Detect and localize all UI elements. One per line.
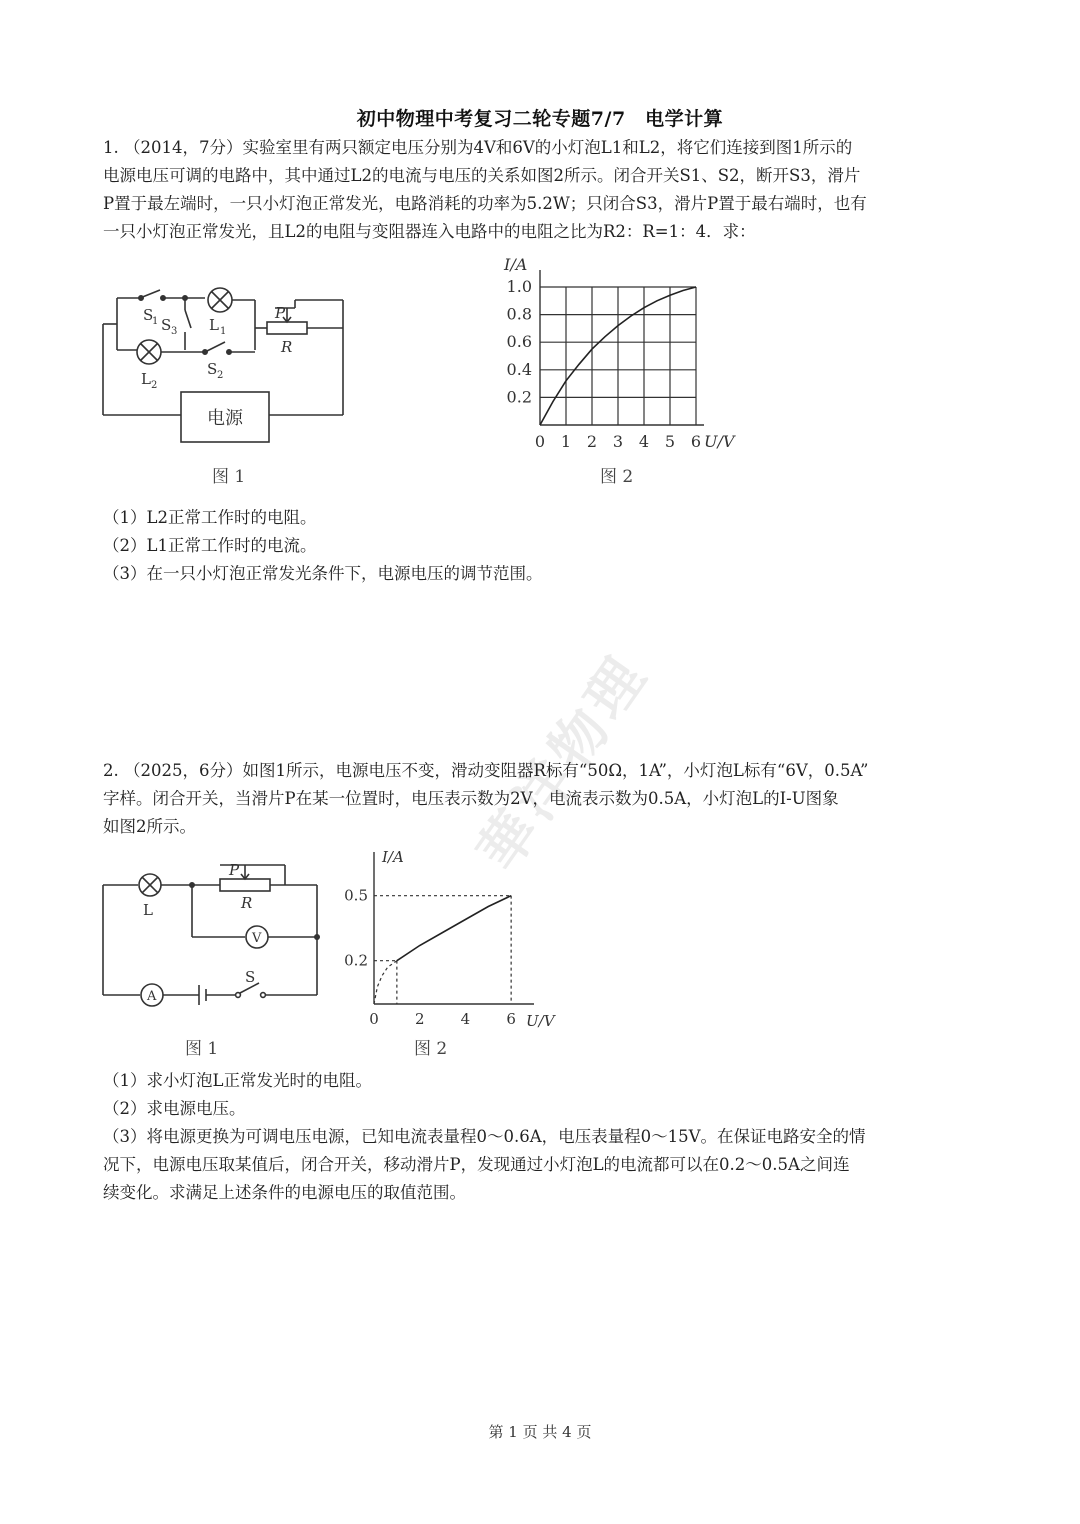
x-tick-label: 4 [638, 432, 650, 451]
q1-line-4: 一只小灯泡正常发光，且L2的电阻与变阻器连入电路中的电阻之比为R2：R=1：4．求： [103, 222, 756, 241]
y-tick-label: 0.2 [344, 951, 368, 970]
y-tick-label: 0.8 [506, 304, 532, 324]
q1-line-2: 电源电压可调的电路中，其中通过L2的电流与电压的关系如图2所示。闭合开关S1、S2，断开S3，滑片 [103, 166, 861, 185]
label-s3: S [161, 316, 172, 334]
x-tick-label: 5 [664, 432, 676, 451]
y-tick-label: 1.0 [506, 277, 532, 296]
y-tick-label: 0.2 [506, 387, 532, 407]
x-tick-label: 3 [612, 432, 624, 451]
y-tick-label: 0.6 [506, 332, 532, 352]
label-s1: S [143, 306, 154, 324]
label-l: L [143, 901, 153, 919]
label-s1-sub: 1 [152, 316, 159, 327]
x-tick-label: 0 [534, 432, 546, 451]
label-p: P [275, 304, 286, 322]
x-tick-label: 2 [586, 432, 598, 451]
page-footer: 第 1 页 共 4 页 [488, 1423, 592, 1441]
x-tick-label: 1 [560, 432, 572, 451]
q1-sub-2: （2）L1正常工作时的电流。 [103, 536, 317, 555]
y-axis-label: I/A [382, 848, 404, 866]
voltmeter-label: V [252, 931, 262, 946]
q2-sub-2: （2）求电源电压。 [103, 1099, 246, 1118]
x-tick-label: 6 [506, 1010, 516, 1028]
q2-sub-3-end: 续变化。求满足上述条件的电源电压的取值范围。 [103, 1183, 466, 1202]
x-tick-label: 4 [460, 1010, 471, 1028]
x-axis-label: U/V [526, 1012, 555, 1030]
q1-fig2-caption: 图 2 [600, 467, 634, 487]
q2-sub-3-cont: 况下，电源电压取某值后，闭合开关，移动滑片P，发现通过小灯泡L的电流都可以在0.2～0.5A之间连 [103, 1155, 850, 1174]
q2-iu-chart [338, 842, 558, 1032]
watermark: 華洋物理 [465, 641, 662, 883]
q1-line-1: 1. （2014，7分）实验室里有两只额定电压分别为4V和6V的小灯泡L1和L2，将它们连接到图1所示的 [103, 138, 853, 157]
q2-line-1: 2. （2025，6分）如图1所示，电源电压不变，滑动变阻器R标有“50Ω，1A”，小灯泡L标有“6V，0.5A” [103, 761, 869, 780]
q2-fig1-caption: 图 1 [185, 1039, 219, 1059]
label-s2-sub: 2 [217, 370, 224, 381]
label-l2-sub: 2 [151, 380, 158, 391]
label-r: R [281, 338, 293, 356]
q2-sub-1: （1）求小灯泡L正常发光时的电阻。 [103, 1071, 372, 1090]
series-dashed-start [374, 961, 397, 1004]
label-s: S [245, 968, 256, 986]
x-tick-label: 2 [414, 1010, 425, 1028]
page-title: 初中物理中考复习二轮专题7/7 电学计算 [356, 108, 724, 130]
label-r: R [241, 894, 253, 912]
y-tick-label: 0.5 [344, 886, 368, 905]
x-tick-label: 0 [369, 1010, 379, 1028]
ammeter-label: A [147, 989, 157, 1004]
label-s2: S [207, 360, 218, 378]
series-line-lamp [397, 896, 511, 961]
x-axis-label: U/V [704, 432, 735, 451]
label-l1: L [209, 316, 219, 334]
q2-fig2-caption: 图 2 [414, 1039, 448, 1059]
q2-circuit-diagram [95, 855, 335, 1015]
q1-sub-1: （1）L2正常工作时的电阻。 [103, 508, 317, 527]
q1-iu-chart [490, 250, 760, 460]
q1-fig1-caption: 图 1 [212, 467, 246, 487]
y-axis-label: I/A [504, 255, 528, 274]
y-tick-label: 0.4 [506, 359, 532, 379]
power-source-label: 电源 [207, 408, 243, 429]
label-p: P [229, 861, 240, 879]
label-l2: L [141, 370, 151, 388]
q2-line-3: 如图2所示。 [103, 817, 196, 836]
q1-sub-3: （3）在一只小灯泡正常发光条件下，电源电压的调节范围。 [103, 564, 543, 583]
q2-sub-3: （3）将电源更换为可调电压电源，已知电流表量程0～0.6A，电压表量程0～15V。在保证电路安全的情 [103, 1127, 866, 1146]
q2-line-2: 字样。闭合开关，当滑片P在某一位置时，电压表示数为2V，电流表示数为0.5A，小灯泡L的I-U图象 [103, 789, 839, 808]
label-s3-sub: 3 [171, 326, 178, 337]
q1-line-3: P置于最左端时，一只小灯泡正常发光，电路消耗的功率为5.2W；只闭合S3，滑片P置于最右端时，也有 [103, 194, 867, 213]
x-tick-label: 6 [690, 432, 702, 451]
label-l1-sub: 1 [220, 326, 227, 337]
